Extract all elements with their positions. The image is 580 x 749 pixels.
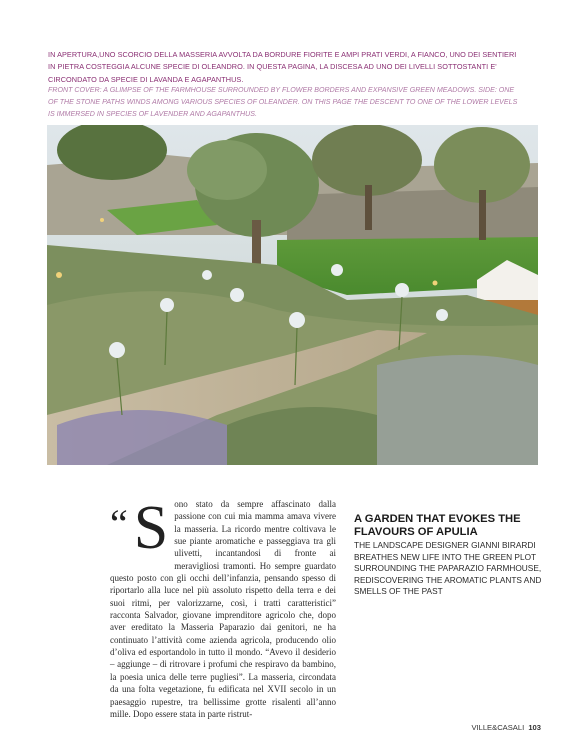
caption-english: FRONT COVER: A GLIMPSE OF THE FARMHOUSE SURROUNDED BY FLOWER BORDERS AND EXPANSIVE GREEN MEADOWS. SIDE: ONE OF THE STONE PATHS WINDS AMONG VARIOUS SPECIES OF OLEANDER. ON THIS PAGE THE DESCENT TO ONE OF THE LOWER LEVELS IS IMMERSED IN SPECIES OF LAVENDER AND AGAPANTHUS. <box>48 86 518 119</box>
sidebar-standfirst: THE LANDSCAPE DESIGNER GIANNI BIRARDI BREATHES NEW LIFE INTO THE GREEN PLOT SURROUNDING THE PAPARAZIO FARMHOUSE, REDISCOVERING THE AROMATIC PLANTS AND SMELLS OF THE PAST <box>354 540 542 597</box>
page-footer <box>471 723 541 732</box>
garden-photo <box>47 125 538 465</box>
drop-cap <box>110 494 169 562</box>
article-body-text: ono stato da sempre affascinato dalla passione con cui mia mamma amava vivere la masseria. La ricordo mentre coltivava le sue piante aromatiche e passeggiava tra gli ulivetti, incantandosi di fronte ai meravigliosi tramonti. Ho sempre guardato questo posto con gli occhi dell’infanzia, pensando spesso di riportarlo alla luce nel più assoluto rispetto della terra e dei suoi ritmi, per valorizzarne, così, i tratti caratteristici” racconta Salvador, giovane imprenditore agricolo che, dopo aver ereditato la Masseria Paparazio dai genitori, ne ha continuato l’attività come azienda agricola, producendo olio d’oliva ed esportandolo in tutto il mondo. “Avevo il desiderio – aggiunge – di ritrovare i profumi che respiravo da bambino, la poesia unica delle terre pugliesi”. La masseria, circondata da una folta vegetazione, fu edificata nel XVII secolo in un paesaggio rupestre, tra bellissime grotte risalenti all’anno mille. Dopo essere stata in parte ristrut- <box>110 499 336 719</box>
drop-cap-quote: “ <box>110 501 128 546</box>
sidebar-headline: A GARDEN THAT EVOKES THE FLAVOURS OF APULIA <box>354 513 521 538</box>
magazine-name: VILLE&CASALI <box>471 723 525 732</box>
article-body <box>110 494 336 720</box>
drop-cap-letter: S <box>133 494 169 562</box>
caption-italian: IN APERTURA,UNO SCORCIO DELLA MASSERIA AVVOLTA DA BORDURE FIORITE E AMPI PRATI VERDI, A FIANCO, UNO DEI SENTIERI IN PIETRA COSTEGGIA ALCUNE SPECIE DI OLEANDRO. IN QUESTA PAGINA, LA DISCESA AD UNO DEI LIVELLI SOTTOSTANTI E' CIRCONDATO DA SPECIE DI LAVANDA E AGAPANTHUS. <box>48 50 517 84</box>
page-number: 103 <box>528 723 541 732</box>
garden-photo-illustration <box>47 125 538 465</box>
